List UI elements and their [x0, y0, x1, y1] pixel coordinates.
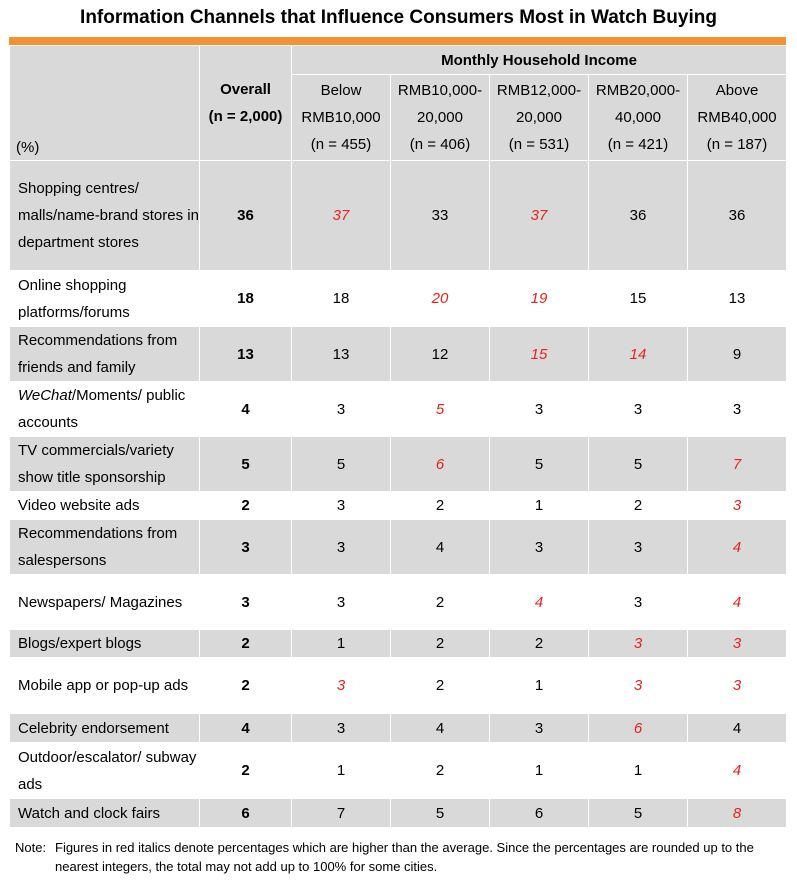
row-label [10, 799, 200, 828]
income-value: 5 [391, 382, 490, 437]
income-value: 2 [391, 492, 490, 520]
income-value: 2 [391, 658, 490, 714]
data-table [9, 45, 787, 828]
income-column-header-line: (n = 455) [310, 136, 372, 153]
row-label-text: Outdoor/escalator/ subway ads [18, 748, 197, 793]
income-column-header-line: 40,000 [615, 109, 661, 126]
row-label [10, 630, 200, 658]
table-row [10, 271, 787, 327]
table-row [10, 658, 787, 714]
accent-bar [9, 37, 786, 45]
income-value: 1 [490, 743, 589, 799]
income-value: 5 [391, 799, 490, 828]
row-label [10, 437, 200, 492]
overall-value: 2 [200, 743, 292, 799]
income-value: 3 [292, 492, 391, 520]
income-value: 9 [688, 327, 787, 382]
overall-value: 3 [200, 520, 292, 575]
income-value: 13 [292, 327, 391, 382]
income-value: 18 [292, 271, 391, 327]
income-value: 6 [589, 714, 688, 743]
income-value: 20 [391, 271, 490, 327]
income-value: 3 [490, 382, 589, 437]
overall-value: 13 [200, 327, 292, 382]
overall-value: 2 [200, 630, 292, 658]
income-value: 12 [391, 327, 490, 382]
overall-header-line-1: Overall [220, 81, 271, 98]
income-value: 3 [490, 714, 589, 743]
income-value: 36 [688, 161, 787, 271]
income-value: 4 [688, 520, 787, 575]
income-value: 3 [688, 382, 787, 437]
table-row [10, 743, 787, 799]
income-value: 3 [589, 520, 688, 575]
income-value: 3 [292, 658, 391, 714]
income-column-header [292, 75, 391, 161]
income-value: 4 [391, 714, 490, 743]
row-label-text: Mobile app or pop-up ads [18, 677, 189, 694]
income-column-header-line: (n = 406) [409, 136, 471, 153]
row-label-text: /Moments/ public accounts [18, 387, 186, 431]
overall-value: 3 [200, 575, 292, 630]
income-value: 4 [391, 520, 490, 575]
income-column-header-line: 20,000 [417, 109, 463, 126]
income-value: 3 [292, 382, 391, 437]
income-value: 4 [688, 714, 787, 743]
overall-value: 5 [200, 437, 292, 492]
income-value: 4 [490, 575, 589, 630]
row-label-text: Video website ads [18, 497, 140, 514]
row-label-text: TV commercials/variety show title sponsorship [18, 442, 174, 486]
table-row [10, 575, 787, 630]
income-value: 5 [589, 437, 688, 492]
income-value: 14 [589, 327, 688, 382]
income-value: 7 [292, 799, 391, 828]
note-text: Figures in red italics denote percentages which are higher than the average. Since the percentages are rounded up to the nearest integers, the total may not add up to 100% for some cities. [55, 840, 754, 874]
row-label [10, 161, 200, 271]
table-row [10, 630, 787, 658]
income-value: 13 [688, 271, 787, 327]
income-column-header [589, 75, 688, 161]
income-value: 5 [292, 437, 391, 492]
income-column-header-line: RMB20,000- [595, 82, 681, 99]
overall-value: 4 [200, 714, 292, 743]
income-value: 4 [688, 743, 787, 799]
row-label [10, 743, 200, 799]
income-column-header-line: (n = 187) [706, 136, 768, 153]
income-column-header [391, 75, 490, 161]
income-value: 37 [490, 161, 589, 271]
overall-header [200, 46, 292, 161]
income-column-header [490, 75, 589, 161]
row-label-text: Recommendations from salespersons [18, 525, 178, 569]
income-value: 1 [490, 658, 589, 714]
income-value: 36 [589, 161, 688, 271]
footnote [15, 838, 785, 876]
income-value: 3 [490, 520, 589, 575]
income-value: 15 [589, 271, 688, 327]
income-column-header-line: RMB10,000- [397, 82, 483, 99]
overall-value: 36 [200, 161, 292, 271]
row-label-text: Shopping centres/ malls/name-brand stores in department stores [18, 180, 199, 251]
income-value: 3 [292, 575, 391, 630]
income-value: 3 [292, 520, 391, 575]
income-value: 5 [490, 437, 589, 492]
income-value: 3 [589, 382, 688, 437]
income-value: 6 [391, 437, 490, 492]
table-row [10, 327, 787, 382]
table-row [10, 437, 787, 492]
table-title: Information Channels that Influence Consumers Most in Watch Buying [80, 7, 717, 28]
income-value: 1 [292, 743, 391, 799]
row-label [10, 492, 200, 520]
income-value: 1 [589, 743, 688, 799]
income-value: 33 [391, 161, 490, 271]
income-value: 4 [688, 575, 787, 630]
income-value: 1 [490, 492, 589, 520]
income-value: 3 [589, 658, 688, 714]
income-column-header-line: Above [715, 82, 759, 99]
row-label [10, 382, 200, 437]
income-group-header: Monthly Household Income [292, 46, 787, 75]
row-label-text: Online shopping platforms/forums [18, 276, 130, 321]
table-row [10, 714, 787, 743]
overall-header-line-2: (n = 2,000) [208, 108, 283, 125]
income-value: 2 [391, 575, 490, 630]
income-column-header-line: RMB40,000 [697, 109, 777, 126]
table-row [10, 382, 787, 437]
row-label [10, 658, 200, 714]
income-value: 3 [292, 714, 391, 743]
overall-value: 6 [200, 799, 292, 828]
income-value: 2 [391, 743, 490, 799]
income-value: 3 [589, 575, 688, 630]
income-column-header-line: Below [320, 82, 362, 99]
row-label-text: Newspapers/ Magazines [18, 593, 183, 611]
income-value: 3 [589, 630, 688, 658]
income-value: 3 [688, 492, 787, 520]
table-row [10, 799, 787, 828]
income-value: 15 [490, 327, 589, 382]
income-value: 2 [391, 630, 490, 658]
overall-value: 18 [200, 271, 292, 327]
income-column-header-line: RMB12,000- [496, 82, 582, 99]
income-value: 2 [589, 492, 688, 520]
row-label [10, 714, 200, 743]
table-row [10, 492, 787, 520]
overall-value: 2 [200, 658, 292, 714]
table-row [10, 520, 787, 575]
income-value: 5 [589, 799, 688, 828]
income-value: 2 [490, 630, 589, 658]
income-column-header-line: 20,000 [516, 109, 562, 126]
income-value: 1 [292, 630, 391, 658]
row-label [10, 327, 200, 382]
row-label [10, 575, 200, 630]
income-column-header [688, 75, 787, 161]
income-value: 3 [688, 658, 787, 714]
row-label [10, 520, 200, 575]
income-column-header-line: (n = 421) [607, 136, 669, 153]
table-row [10, 161, 787, 271]
row-label [10, 271, 200, 327]
income-value: 6 [490, 799, 589, 828]
income-value: 37 [292, 161, 391, 271]
income-value: 8 [688, 799, 787, 828]
overall-value: 2 [200, 492, 292, 520]
row-label-text: Celebrity endorsement [18, 719, 169, 737]
income-value: 3 [688, 630, 787, 658]
note-label: Note: [15, 840, 47, 855]
income-column-header-line: RMB10,000 [301, 109, 381, 126]
unit-label: (%) [10, 46, 200, 161]
row-label-text: Blogs/expert blogs [18, 635, 142, 652]
overall-value: 4 [200, 382, 292, 437]
row-label-text: Recommendations from friends and family [18, 332, 178, 376]
income-value: 7 [688, 437, 787, 492]
row-label-italic: WeChat [18, 387, 72, 404]
income-column-header-line: (n = 531) [508, 136, 570, 153]
income-value: 19 [490, 271, 589, 327]
row-label-text: Watch and clock fairs [18, 804, 160, 822]
